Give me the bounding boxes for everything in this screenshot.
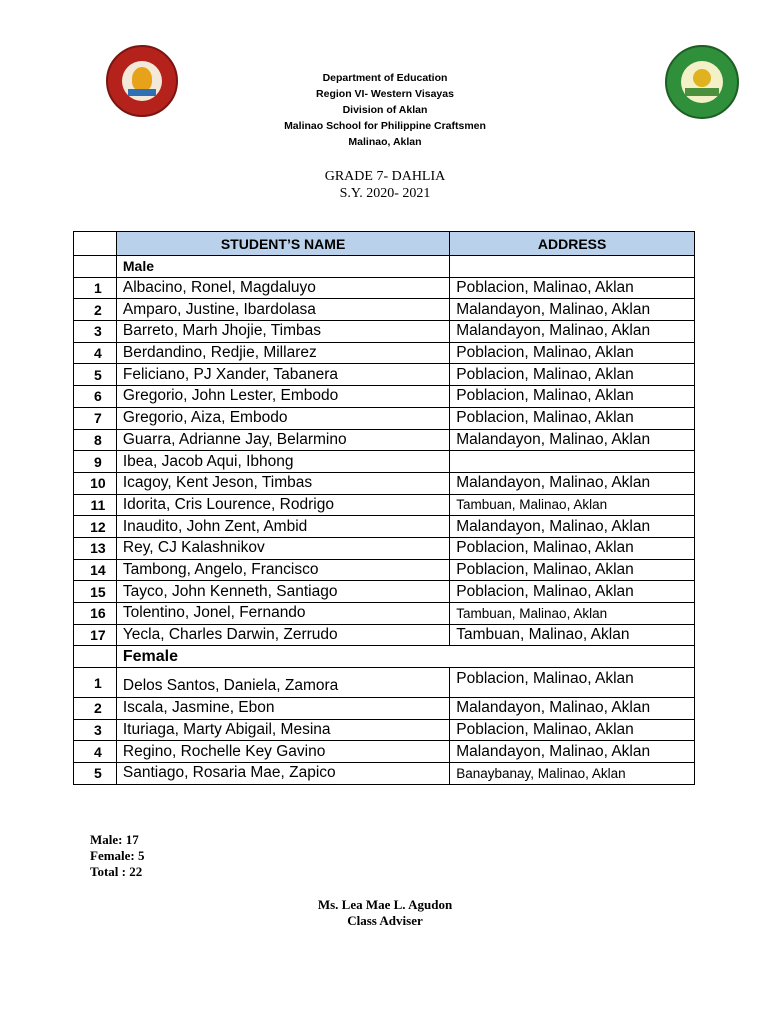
roster-body — [74, 256, 695, 785]
table-row — [74, 277, 695, 299]
student-address: Malandayon, Malinao, Aklan — [450, 472, 695, 494]
student-name: Iscala, Jasmine, Ebon — [116, 698, 449, 720]
letterhead-region: Region VI- Western Visayas — [316, 88, 454, 100]
number-column-header — [74, 232, 117, 256]
total-count: Total : 22 — [90, 864, 143, 879]
student-address: Tambuan, Malinao, Aklan — [450, 624, 695, 646]
row-number: 8 — [74, 429, 117, 451]
adviser-name: Ms. Lea Mae L. Agudon — [317, 897, 453, 912]
adviser-title: Class Adviser — [347, 913, 423, 928]
deped-division-seal-icon — [106, 45, 178, 117]
grade-section: GRADE 7- DAHLIA — [324, 169, 446, 184]
table-row — [74, 581, 695, 603]
student-name: Idorita, Cris Lourence, Rodrigo — [116, 494, 449, 516]
name-column-header: STUDENT’S NAME — [116, 232, 449, 256]
student-address: Poblacion, Malinao, Aklan — [450, 559, 695, 581]
address-column-header: ADDRESS — [450, 232, 695, 256]
student-name: Gregorio, John Lester, Embodo — [116, 386, 449, 408]
school-seal-icon — [665, 45, 739, 119]
row-number: 2 — [74, 299, 117, 321]
student-name: Feliciano, PJ Xander, Tabanera — [116, 364, 449, 386]
row-number: 1 — [74, 277, 117, 299]
row-number: 11 — [74, 494, 117, 516]
table-row — [74, 451, 695, 473]
letterhead — [230, 70, 540, 150]
student-name: Icagoy, Kent Jeson, Timbas — [116, 472, 449, 494]
student-address: Malandayon, Malinao, Aklan — [450, 299, 695, 321]
section-row-female — [74, 646, 695, 668]
row-number: 4 — [74, 342, 117, 364]
row-number: 14 — [74, 559, 117, 581]
row-number: 16 — [74, 603, 117, 625]
female-count: Female: 5 — [90, 848, 145, 863]
student-address: Malandayon, Malinao, Aklan — [450, 698, 695, 720]
student-name: Tambong, Angelo, Francisco — [116, 559, 449, 581]
table-row — [74, 429, 695, 451]
table-row — [74, 342, 695, 364]
letterhead-division: Division of Aklan — [342, 104, 428, 116]
table-row — [74, 299, 695, 321]
table-row — [74, 537, 695, 559]
student-address: Poblacion, Malinao, Aklan — [450, 277, 695, 299]
table-row — [74, 741, 695, 763]
student-name: Ibea, Jacob Aqui, Ibhong — [116, 451, 449, 473]
school-year: S.Y. 2020- 2021 — [339, 186, 431, 201]
table-row — [74, 719, 695, 741]
table-row — [74, 763, 695, 785]
row-number: 7 — [74, 407, 117, 429]
student-name: Guarra, Adrianne Jay, Belarmino — [116, 429, 449, 451]
student-address: Poblacion, Malinao, Aklan — [450, 719, 695, 741]
student-name: Delos Santos, Daniela, Zamora — [116, 668, 449, 698]
student-name: Regino, Rochelle Key Gavino — [116, 741, 449, 763]
student-address: Malandayon, Malinao, Aklan — [450, 429, 695, 451]
table-row — [74, 494, 695, 516]
row-number: 10 — [74, 472, 117, 494]
section-label-male: Male — [116, 256, 449, 278]
section-row-male — [74, 256, 695, 278]
student-name: Inaudito, John Zent, Ambid — [116, 516, 449, 538]
student-address: Tambuan, Malinao, Aklan — [450, 603, 695, 625]
student-address: Malandayon, Malinao, Aklan — [450, 516, 695, 538]
student-name: Albacino, Ronel, Magdaluyo — [116, 277, 449, 299]
section-label-female: Female — [116, 646, 694, 668]
student-name: Santiago, Rosaria Mae, Zapico — [116, 763, 449, 785]
row-number: 4 — [74, 741, 117, 763]
student-address — [450, 451, 695, 473]
adviser-signature-block — [230, 897, 540, 929]
student-address: Malandayon, Malinao, Aklan — [450, 321, 695, 343]
table-row — [74, 603, 695, 625]
table-row — [74, 407, 695, 429]
student-address: Poblacion, Malinao, Aklan — [450, 581, 695, 603]
table-row — [74, 624, 695, 646]
row-number: 6 — [74, 386, 117, 408]
row-number: 5 — [74, 763, 117, 785]
row-number: 13 — [74, 537, 117, 559]
student-name: Berdandino, Redjie, Millarez — [116, 342, 449, 364]
student-address: Malandayon, Malinao, Aklan — [450, 741, 695, 763]
student-name: Tolentino, Jonel, Fernando — [116, 603, 449, 625]
student-name: Barreto, Marh Jhojie, Timbas — [116, 321, 449, 343]
row-number: 5 — [74, 364, 117, 386]
table-header-row — [74, 232, 695, 256]
student-roster-table — [73, 231, 695, 785]
student-name: Ituriaga, Marty Abigail, Mesina — [116, 719, 449, 741]
row-number: 12 — [74, 516, 117, 538]
table-row — [74, 472, 695, 494]
table-row — [74, 698, 695, 720]
letterhead-location: Malinao, Aklan — [348, 136, 422, 148]
table-row — [74, 668, 695, 698]
student-name: Gregorio, Aiza, Embodo — [116, 407, 449, 429]
student-address: Tambuan, Malinao, Aklan — [450, 494, 695, 516]
student-name: Tayco, John Kenneth, Santiago — [116, 581, 449, 603]
row-number: 3 — [74, 719, 117, 741]
row-number: 9 — [74, 451, 117, 473]
student-address: Poblacion, Malinao, Aklan — [450, 386, 695, 408]
row-number: 15 — [74, 581, 117, 603]
letterhead-school: Malinao School for Philippine Craftsmen — [284, 120, 486, 132]
student-name: Yecla, Charles Darwin, Zerrudo — [116, 624, 449, 646]
class-heading — [230, 168, 540, 202]
table-row — [74, 516, 695, 538]
student-address: Poblacion, Malinao, Aklan — [450, 364, 695, 386]
row-number: 2 — [74, 698, 117, 720]
table-row — [74, 321, 695, 343]
student-address: Poblacion, Malinao, Aklan — [450, 342, 695, 364]
row-number: 3 — [74, 321, 117, 343]
table-row — [74, 364, 695, 386]
letterhead-department: Department of Education — [322, 72, 448, 84]
table-row — [74, 386, 695, 408]
student-name: Amparo, Justine, Ibardolasa — [116, 299, 449, 321]
table-row — [74, 559, 695, 581]
totals-summary — [90, 832, 145, 880]
student-address: Poblacion, Malinao, Aklan — [450, 537, 695, 559]
male-count: Male: 17 — [90, 832, 139, 847]
student-address: Poblacion, Malinao, Aklan — [450, 668, 695, 698]
row-number: 17 — [74, 624, 117, 646]
student-name: Rey, CJ Kalashnikov — [116, 537, 449, 559]
student-address: Poblacion, Malinao, Aklan — [450, 407, 695, 429]
student-address: Banaybanay, Malinao, Aklan — [450, 763, 695, 785]
row-number: 1 — [74, 668, 117, 698]
